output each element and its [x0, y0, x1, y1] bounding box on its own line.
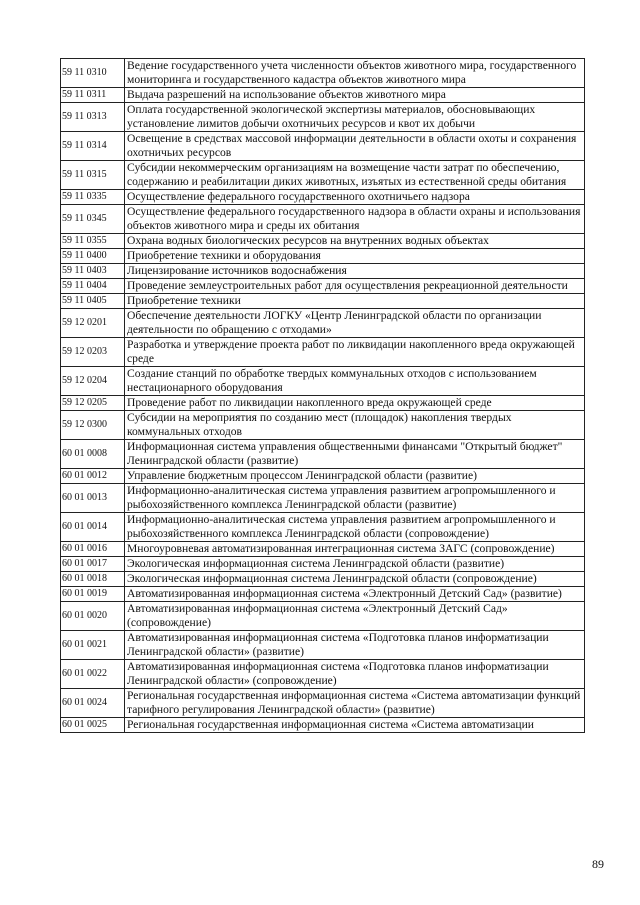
table-row [61, 103, 585, 132]
table-row [61, 718, 585, 733]
row-description: Лицензирование источников водоснабжения [125, 264, 585, 279]
table-row [61, 338, 585, 367]
row-description: Оплата государственной экологической экспертизы материалов, обосновывающих установление лимитов добычи охотничьих ресурсов и квот их добычи [125, 103, 585, 132]
table-row [61, 294, 585, 309]
table-row [61, 631, 585, 660]
row-code: 59 11 0405 [61, 294, 125, 309]
row-description: Осуществление федерального государственного надзора в области охраны и использования объектов животного мира и среды их обитания [125, 205, 585, 234]
row-code: 59 11 0404 [61, 279, 125, 294]
row-code: 60 01 0019 [61, 587, 125, 602]
table-row [61, 396, 585, 411]
row-description: Субсидии некоммерческим организациям на возмещение части затрат по обеспечению, содержанию и реабилитации диких животных, изъятых из естественной среды обитания [125, 161, 585, 190]
row-code: 60 01 0020 [61, 602, 125, 631]
row-code: 60 01 0021 [61, 631, 125, 660]
row-description: Экологическая информационная система Ленинградской области (развитие) [125, 557, 585, 572]
row-code: 60 01 0022 [61, 660, 125, 689]
table-row [61, 249, 585, 264]
row-description: Информационно-аналитическая система управления развитием агропромышленного и рыбохозяйственного комплекса Ленинградской области (развитие) [125, 484, 585, 513]
row-description: Многоуровневая автоматизированная интеграционная система ЗАГС (сопровождение) [125, 542, 585, 557]
row-code: 59 11 0335 [61, 190, 125, 205]
table-row [61, 602, 585, 631]
row-code: 59 11 0314 [61, 132, 125, 161]
row-description: Управление бюджетным процессом Ленинградской области (развитие) [125, 469, 585, 484]
table-row [61, 660, 585, 689]
table-row [61, 484, 585, 513]
row-code: 59 11 0310 [61, 59, 125, 88]
table-row [61, 88, 585, 103]
row-description: Информационная система управления общественными финансами "Открытый бюджет" Ленинградской области (развитие) [125, 440, 585, 469]
row-code: 59 12 0203 [61, 338, 125, 367]
table-row [61, 309, 585, 338]
table-row [61, 440, 585, 469]
table-row [61, 161, 585, 190]
row-description: Автоматизированная информационная система «Подготовка планов информатизации Ленинградской области» (развитие) [125, 631, 585, 660]
table-row [61, 557, 585, 572]
row-description: Проведение землеустроительных работ для осуществления рекреационной деятельности [125, 279, 585, 294]
row-description: Приобретение техники [125, 294, 585, 309]
row-description: Приобретение техники и оборудования [125, 249, 585, 264]
row-description: Экологическая информационная система Ленинградской области (сопровождение) [125, 572, 585, 587]
row-code: 59 11 0345 [61, 205, 125, 234]
table-row [61, 59, 585, 88]
row-description: Автоматизированная информационная система «Электронный Детский Сад» (сопровождение) [125, 602, 585, 631]
row-description: Выдача разрешений на использование объектов животного мира [125, 88, 585, 103]
row-description: Субсидии на мероприятия по созданию мест (площадок) накопления твердых коммунальных отходов [125, 411, 585, 440]
row-description: Освещение в средствах массовой информации деятельности в области охоты и сохранения охотничьих ресурсов [125, 132, 585, 161]
table-row [61, 689, 585, 718]
row-code: 59 11 0400 [61, 249, 125, 264]
row-description: Автоматизированная информационная система «Электронный Детский Сад» (развитие) [125, 587, 585, 602]
row-description: Региональная государственная информационная система «Система автоматизации функций тарифного регулирования Ленинградской области» (развитие) [125, 689, 585, 718]
row-description: Создание станций по обработке твердых коммунальных отходов с использованием нестационарного оборудования [125, 367, 585, 396]
table-row [61, 542, 585, 557]
table-row [61, 572, 585, 587]
row-code: 59 11 0311 [61, 88, 125, 103]
table-row [61, 513, 585, 542]
row-description: Охрана водных биологических ресурсов на внутренних водных объектах [125, 234, 585, 249]
row-code: 60 01 0017 [61, 557, 125, 572]
table-row [61, 264, 585, 279]
table-row [61, 234, 585, 249]
row-code: 59 12 0204 [61, 367, 125, 396]
row-code: 59 11 0315 [61, 161, 125, 190]
row-code: 60 01 0012 [61, 469, 125, 484]
row-code: 60 01 0024 [61, 689, 125, 718]
table-row [61, 411, 585, 440]
page-number: 89 [592, 857, 604, 871]
table-row [61, 469, 585, 484]
row-description: Разработка и утверждение проекта работ по ликвидации накопленного вреда окружающей среде [125, 338, 585, 367]
table-row [61, 367, 585, 396]
row-description: Информационно-аналитическая система управления развитием агропромышленного и рыбохозяйственного комплекса Ленинградской области (сопровождение) [125, 513, 585, 542]
row-description: Проведение работ по ликвидации накопленного вреда окружающей среде [125, 396, 585, 411]
row-code: 59 11 0313 [61, 103, 125, 132]
table-row [61, 587, 585, 602]
row-code: 60 01 0016 [61, 542, 125, 557]
row-code: 60 01 0018 [61, 572, 125, 587]
row-code: 60 01 0025 [61, 718, 125, 733]
table-body [61, 59, 585, 733]
row-description: Осуществление федерального государственного охотничьего надзора [125, 190, 585, 205]
table-row [61, 190, 585, 205]
row-description: Региональная государственная информационная система «Система автоматизации [125, 718, 585, 733]
table-row [61, 279, 585, 294]
row-code: 60 01 0008 [61, 440, 125, 469]
budget-code-table-container [60, 58, 584, 733]
table-row [61, 205, 585, 234]
row-code: 59 11 0355 [61, 234, 125, 249]
row-code: 60 01 0014 [61, 513, 125, 542]
row-code: 59 12 0201 [61, 309, 125, 338]
row-code: 60 01 0013 [61, 484, 125, 513]
row-code: 59 12 0300 [61, 411, 125, 440]
row-description: Обеспечение деятельности ЛОГКУ «Центр Ленинградской области по организации деятельности по обращению с отходами» [125, 309, 585, 338]
row-code: 59 11 0403 [61, 264, 125, 279]
table-row [61, 132, 585, 161]
row-description: Ведение государственного учета численности объектов животного мира, государственного мониторинга и государственного кадастра объектов животного мира [125, 59, 585, 88]
budget-code-table [60, 58, 585, 733]
row-description: Автоматизированная информационная система «Подготовка планов информатизации Ленинградской области» (сопровождение) [125, 660, 585, 689]
row-code: 59 12 0205 [61, 396, 125, 411]
